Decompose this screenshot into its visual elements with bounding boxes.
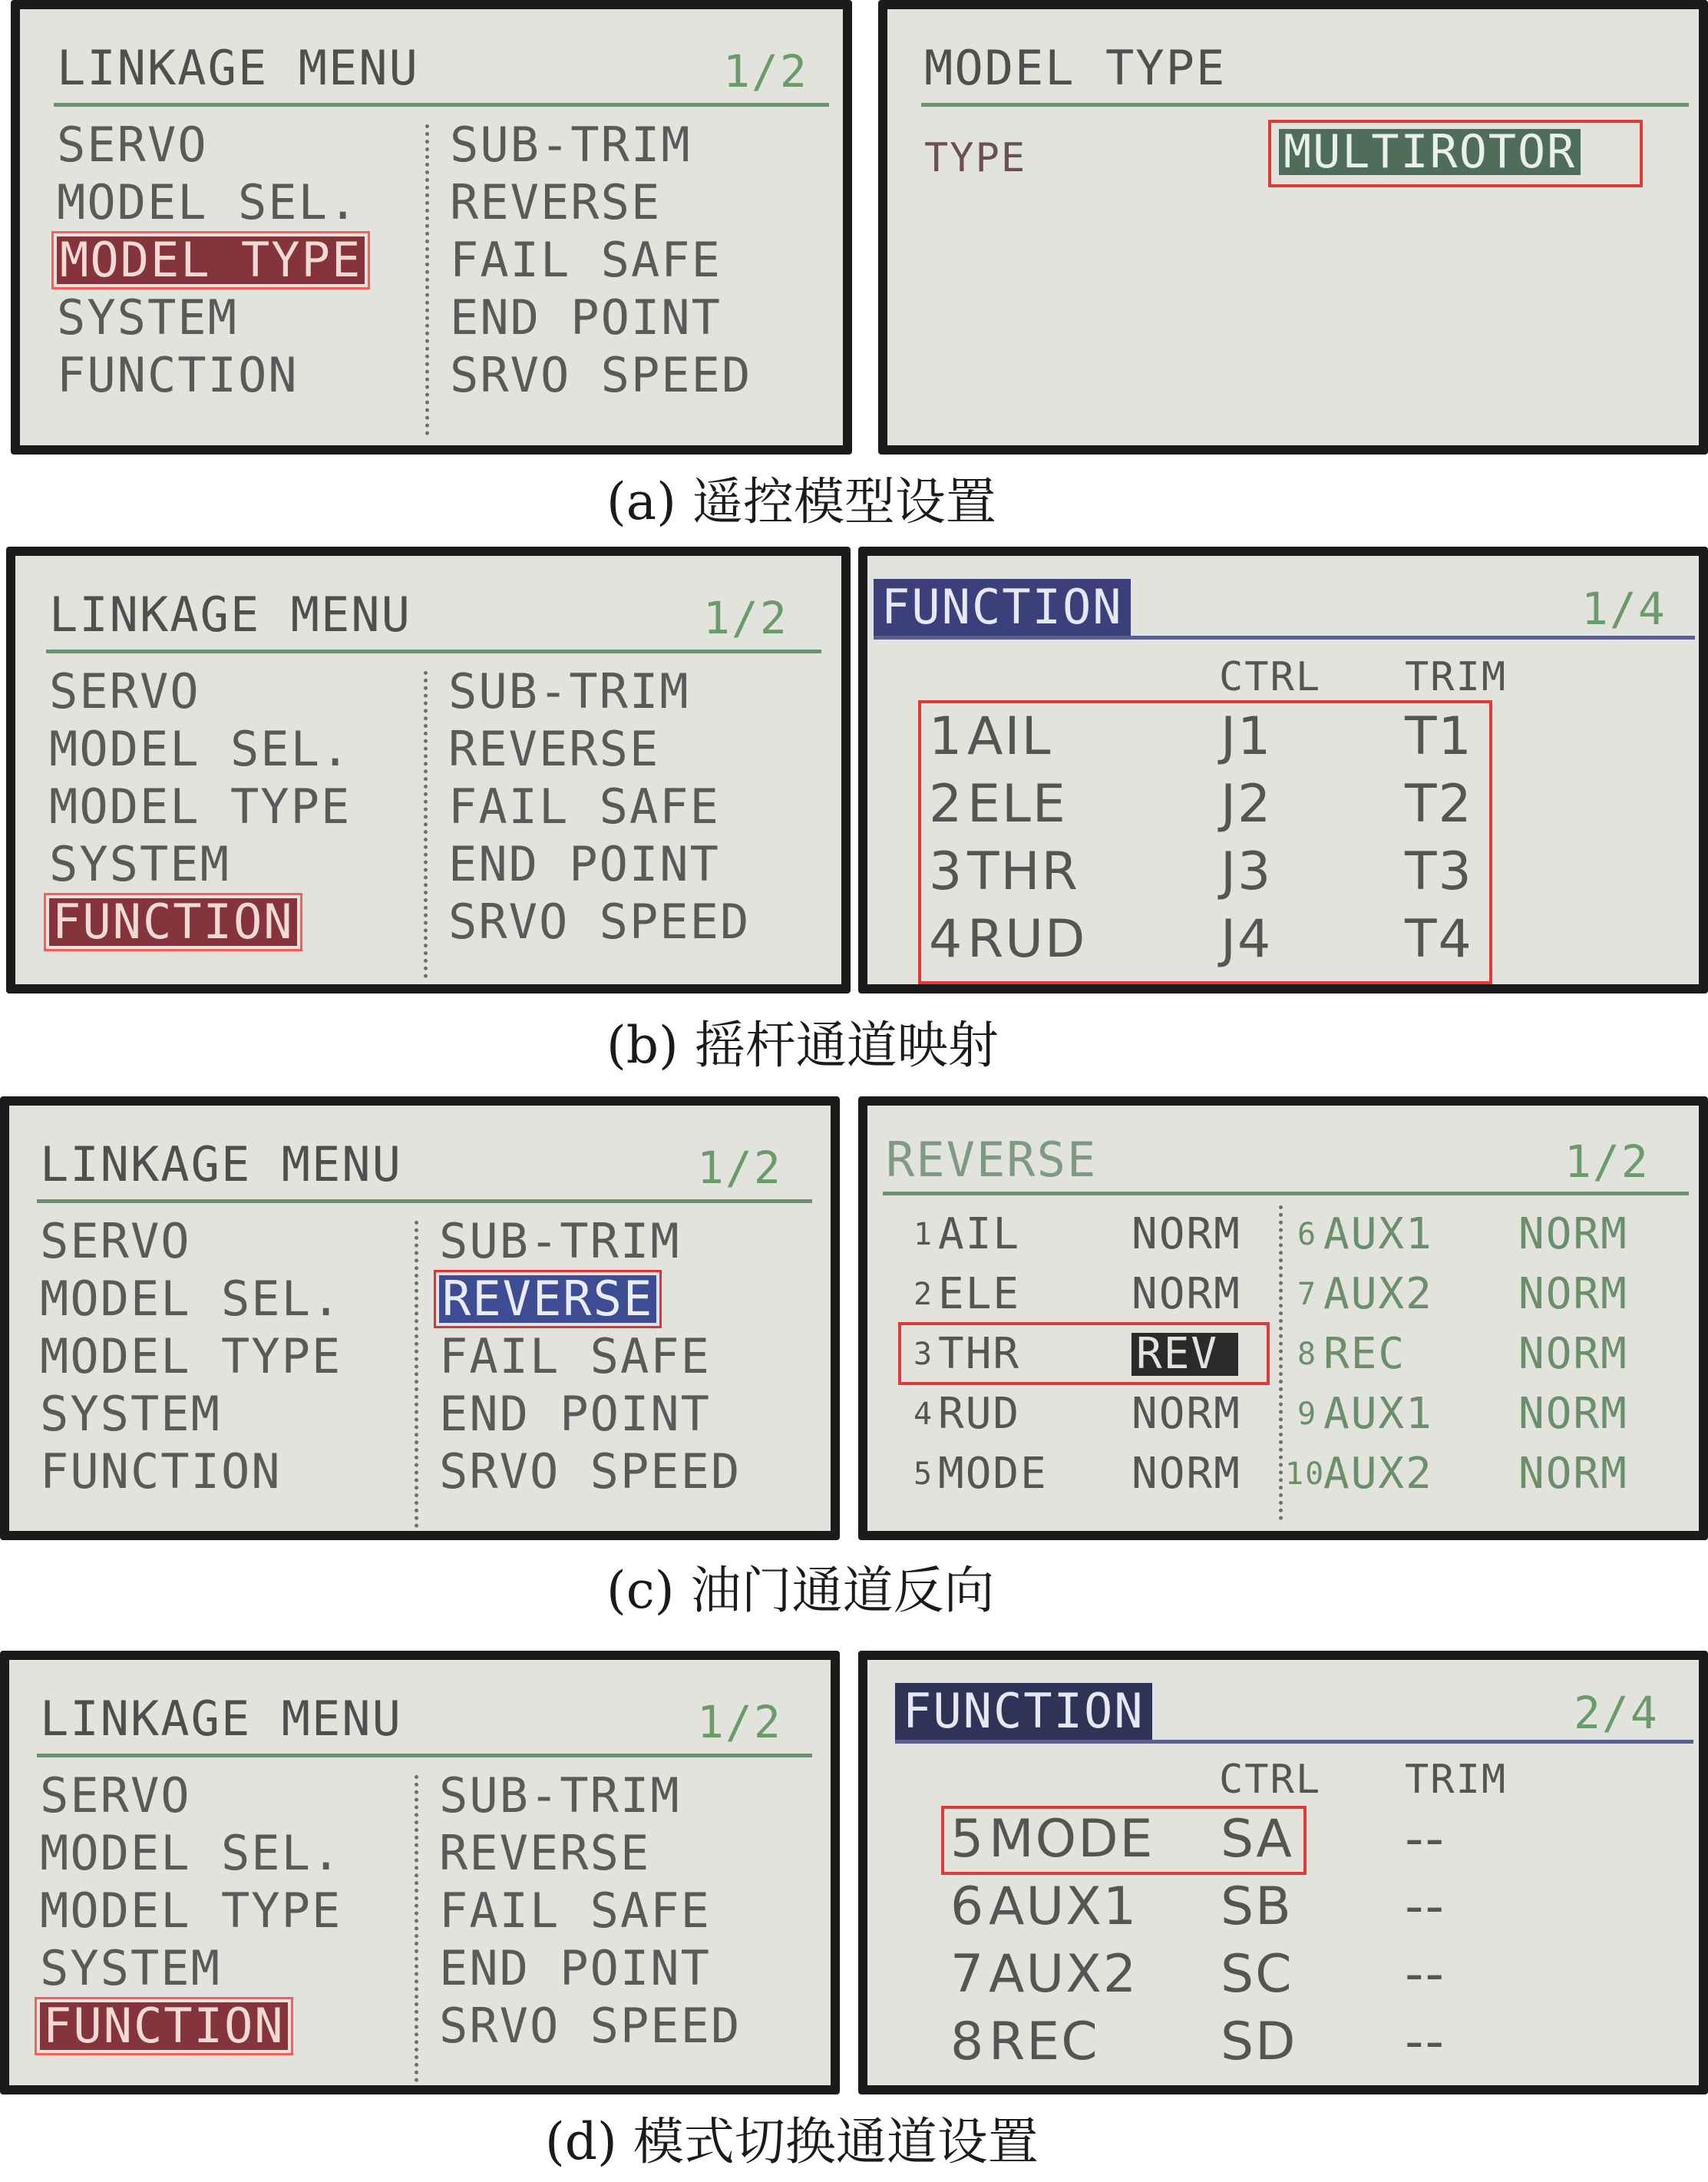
reverse-ch-value[interactable]: NORM	[1518, 1329, 1628, 1379]
reverse-ch-number: 1	[913, 1217, 934, 1252]
channel-ctrl[interactable]: SB	[1221, 1876, 1293, 1937]
menu-item-srvo-speed[interactable]: SRVO SPEED	[439, 1443, 742, 1499]
menu-item-function-selected[interactable]: FUNCTION	[40, 2002, 288, 2050]
channel-name[interactable]: ELE	[967, 774, 1067, 835]
column-divider	[424, 671, 428, 978]
menu-item-sub-trim[interactable]: SUB-TRIM	[448, 663, 690, 719]
screen-title: FUNCTION	[874, 579, 1131, 636]
reverse-ch-number: 7	[1297, 1277, 1318, 1312]
menu-item-end-point[interactable]: END POINT	[439, 1940, 711, 1996]
menu-item-model-sel[interactable]: MODEL SEL.	[49, 721, 352, 777]
menu-item-model-type[interactable]: MODEL TYPE	[49, 779, 352, 835]
reverse-ch-name[interactable]: AIL	[938, 1209, 1021, 1259]
channel-number: 1	[929, 706, 964, 767]
channel-ctrl[interactable]: J3	[1221, 841, 1273, 902]
col-header-trim: TRIM	[1405, 1757, 1508, 1803]
channel-number: 2	[929, 774, 964, 835]
column-divider	[415, 1775, 418, 2082]
reverse-ch-number: 10	[1285, 1456, 1326, 1492]
title-underline	[895, 1740, 1693, 1744]
column-divider	[425, 124, 429, 435]
menu-item-model-type-selected[interactable]: MODEL TYPE	[57, 236, 365, 284]
menu-item-end-point[interactable]: END POINT	[450, 289, 722, 345]
column-divider	[1279, 1205, 1283, 1520]
menu-item-srvo-speed[interactable]: SRVO SPEED	[448, 894, 751, 950]
title-underline	[46, 650, 821, 653]
title-underline	[37, 1199, 812, 1203]
function-screen-2	[858, 1651, 1708, 2094]
screen-title: LINKAGE MENU	[40, 1691, 402, 1747]
screen-title: FUNCTION	[895, 1683, 1152, 1740]
menu-item-reverse[interactable]: REVERSE	[450, 174, 662, 230]
reverse-ch-number: 4	[913, 1397, 934, 1432]
reverse-ch-value[interactable]: NORM	[1132, 1389, 1241, 1439]
title-underline	[54, 103, 829, 107]
channel-name[interactable]: THR	[967, 841, 1079, 902]
reverse-ch-number: 5	[913, 1456, 934, 1492]
menu-item-function[interactable]: FUNCTION	[57, 347, 299, 403]
menu-item-reverse[interactable]: REVERSE	[439, 1825, 651, 1881]
menu-item-function-selected[interactable]: FUNCTION	[49, 898, 297, 946]
channel-number: 4	[929, 909, 964, 970]
reverse-ch-name-throttle[interactable]: THR	[938, 1329, 1021, 1379]
menu-item-end-point[interactable]: END POINT	[448, 836, 720, 892]
reverse-ch-name[interactable]: AUX2	[1323, 1449, 1433, 1499]
menu-item-system[interactable]: SYSTEM	[49, 836, 230, 892]
menu-item-reverse-selected[interactable]: REVERSE	[439, 1275, 656, 1323]
col-header-ctrl: CTRL	[1219, 654, 1322, 700]
channel-ctrl[interactable]: SD	[1221, 2012, 1297, 2072]
page-indicator: 1/2	[1564, 1136, 1650, 1188]
reverse-screen	[858, 1096, 1708, 1540]
channel-name[interactable]: RUD	[967, 909, 1087, 970]
reverse-ch-number: 8	[1297, 1337, 1318, 1372]
reverse-ch-name[interactable]: REC	[1323, 1329, 1406, 1379]
reverse-ch-value-rev[interactable]: REV	[1132, 1333, 1238, 1376]
channel-name[interactable]: AIL	[967, 706, 1052, 767]
reverse-ch-value[interactable]: NORM	[1518, 1269, 1628, 1319]
channel-number: 7	[950, 1944, 986, 2005]
screen-title: MODEL TYPE	[924, 40, 1227, 96]
caption-d: (d) 模式切换通道设置	[545, 2112, 1039, 2171]
screen-title: REVERSE	[886, 1132, 1098, 1188]
reverse-ch-number: 3	[913, 1337, 934, 1372]
screen-title: LINKAGE MENU	[49, 587, 411, 643]
reverse-ch-name[interactable]: MODE	[938, 1449, 1048, 1499]
title-underline	[874, 636, 1695, 640]
menu-item-fail-safe[interactable]: FAIL SAFE	[450, 232, 722, 288]
reverse-ch-name[interactable]: AUX1	[1323, 1209, 1433, 1259]
menu-item-model-type[interactable]: MODEL TYPE	[40, 1328, 342, 1384]
caption-c: (c) 油门通道反向	[606, 1561, 995, 1620]
channel-number: 6	[950, 1876, 986, 1937]
reverse-ch-value[interactable]: NORM	[1518, 1449, 1628, 1499]
caption-a: (a) 遥控模型设置	[606, 472, 996, 531]
column-divider	[415, 1221, 418, 1528]
page-indicator: 1/2	[697, 1142, 782, 1194]
screen-title: LINKAGE MENU	[57, 40, 419, 96]
menu-item-fail-safe[interactable]: FAIL SAFE	[448, 779, 720, 835]
channel-trim[interactable]: T4	[1405, 909, 1473, 970]
linkage-menu-screen-a	[11, 0, 852, 455]
menu-item-servo[interactable]: SERVO	[57, 117, 208, 173]
reverse-ch-number: 2	[913, 1277, 934, 1312]
menu-item-system[interactable]: SYSTEM	[40, 1386, 221, 1442]
menu-item-sub-trim[interactable]: SUB-TRIM	[439, 1213, 681, 1269]
menu-item-model-sel[interactable]: MODEL SEL.	[40, 1271, 342, 1327]
channel-ctrl[interactable]: J1	[1221, 706, 1273, 767]
channel-trim[interactable]: --	[1405, 2012, 1446, 2072]
reverse-ch-number: 6	[1297, 1217, 1318, 1252]
channel-name[interactable]: AUX1	[989, 1876, 1138, 1937]
reverse-ch-name[interactable]: ELE	[938, 1269, 1021, 1319]
linkage-menu-screen-b	[6, 547, 851, 993]
reverse-ch-value[interactable]: NORM	[1132, 1269, 1241, 1319]
channel-ctrl[interactable]: J4	[1221, 909, 1273, 970]
channel-number: 8	[950, 2012, 986, 2072]
col-header-ctrl: CTRL	[1219, 1757, 1322, 1803]
channel-number: 3	[929, 841, 964, 902]
menu-item-fail-safe[interactable]: FAIL SAFE	[439, 1883, 711, 1939]
menu-item-end-point[interactable]: END POINT	[439, 1386, 711, 1442]
model-type-screen	[878, 0, 1708, 455]
title-underline	[883, 1192, 1689, 1195]
menu-item-servo[interactable]: SERVO	[40, 1213, 191, 1269]
type-label: TYPE	[924, 135, 1027, 181]
page-indicator: 1/2	[697, 1696, 782, 1748]
menu-item-system[interactable]: SYSTEM	[40, 1940, 221, 1996]
menu-item-system[interactable]: SYSTEM	[57, 289, 238, 345]
channel-trim[interactable]: --	[1405, 1809, 1446, 1870]
menu-item-model-sel[interactable]: MODEL SEL.	[40, 1825, 342, 1881]
menu-item-model-type[interactable]: MODEL TYPE	[40, 1883, 342, 1939]
linkage-menu-screen-d	[0, 1651, 840, 2094]
menu-item-servo[interactable]: SERVO	[40, 1767, 191, 1823]
channel-ctrl[interactable]: SC	[1221, 1944, 1293, 2005]
reverse-ch-name[interactable]: AUX2	[1323, 1269, 1433, 1319]
function-screen-1	[858, 547, 1708, 993]
channel-name[interactable]: AUX2	[989, 1944, 1138, 2005]
channel-trim[interactable]: T3	[1405, 841, 1473, 902]
caption-b: (b) 摇杆通道映射	[606, 1016, 999, 1075]
reverse-ch-value[interactable]: NORM	[1518, 1389, 1628, 1439]
menu-item-servo[interactable]: SERVO	[49, 663, 200, 719]
menu-item-function[interactable]: FUNCTION	[40, 1443, 282, 1499]
channel-trim[interactable]: --	[1405, 1944, 1446, 2005]
channel-name[interactable]: REC	[989, 2012, 1099, 2072]
page-indicator: 1/2	[723, 45, 808, 98]
channel-ctrl[interactable]: SA	[1221, 1809, 1293, 1870]
title-underline	[37, 1754, 812, 1757]
menu-item-fail-safe[interactable]: FAIL SAFE	[439, 1328, 711, 1384]
screen-title: LINKAGE MENU	[40, 1136, 402, 1192]
reverse-ch-name[interactable]: RUD	[938, 1389, 1021, 1439]
channel-name-mode[interactable]: MODE	[989, 1809, 1155, 1870]
reverse-ch-value[interactable]: NORM	[1518, 1209, 1628, 1259]
page-indicator: 1/4	[1581, 583, 1667, 635]
channel-number: 5	[950, 1809, 986, 1870]
channel-trim[interactable]: --	[1405, 1876, 1446, 1937]
page-indicator: 2/4	[1574, 1687, 1659, 1739]
reverse-ch-number: 9	[1297, 1397, 1318, 1432]
menu-item-sub-trim[interactable]: SUB-TRIM	[450, 117, 692, 173]
menu-item-model-sel[interactable]: MODEL SEL.	[57, 174, 359, 230]
channel-trim[interactable]: T2	[1405, 774, 1473, 835]
menu-item-reverse[interactable]: REVERSE	[448, 721, 660, 777]
menu-item-sub-trim[interactable]: SUB-TRIM	[439, 1767, 681, 1823]
reverse-ch-value[interactable]: NORM	[1132, 1209, 1241, 1259]
col-header-trim: TRIM	[1405, 654, 1508, 700]
channel-trim[interactable]: T1	[1405, 706, 1473, 767]
reverse-ch-name[interactable]: AUX1	[1323, 1389, 1433, 1439]
linkage-menu-screen-c	[0, 1096, 840, 1540]
channel-ctrl[interactable]: J2	[1221, 774, 1273, 835]
type-value-multirotor[interactable]: MULTIROTOR	[1279, 129, 1581, 175]
menu-item-srvo-speed[interactable]: SRVO SPEED	[439, 1998, 742, 2054]
menu-item-srvo-speed[interactable]: SRVO SPEED	[450, 347, 752, 403]
title-underline	[921, 103, 1689, 107]
reverse-ch-value[interactable]: NORM	[1132, 1449, 1241, 1499]
page-indicator: 1/2	[703, 592, 788, 644]
